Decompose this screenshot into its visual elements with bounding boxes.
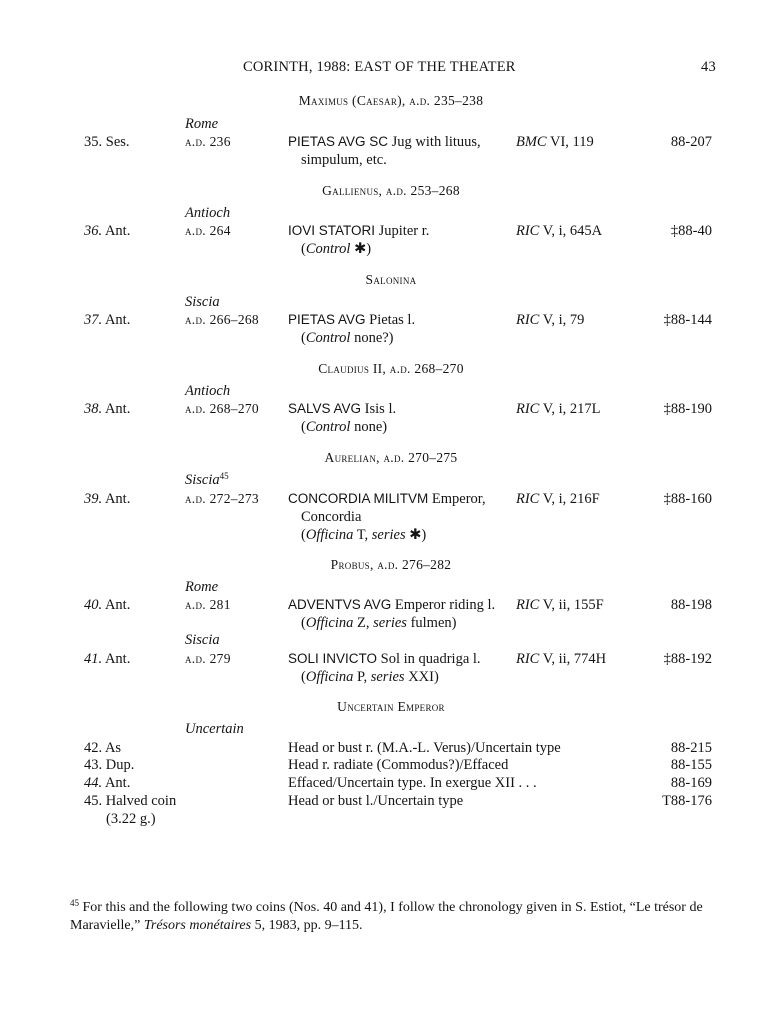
coin-legend: IOVI STATORI [288, 223, 376, 238]
mint-label: Rome [185, 579, 219, 595]
inventory-number: ‡88-40 [670, 223, 712, 239]
section-heading-maximus: Maximus (Caesar), a.d. 235–238 [298, 93, 484, 108]
coin-reference [516, 400, 600, 418]
ref-number: V, i, 217L [539, 401, 601, 417]
coin-description-cont [301, 418, 387, 436]
coin-description-cont: Concordia [301, 509, 362, 525]
inventory-number: ‡88-190 [663, 401, 712, 417]
coin-description [288, 650, 481, 668]
ref-number: V, i, 216F [539, 491, 600, 507]
mint-label: Siscia [185, 294, 220, 310]
coin-description-cont [301, 329, 394, 347]
inventory-number: ‡88-144 [663, 312, 712, 328]
paren: ( [301, 419, 306, 435]
coin-legend: PIETAS AVG SC [288, 134, 389, 149]
series-label: series [370, 669, 405, 685]
coin-date: a.d. 264 [185, 223, 231, 238]
officina-value: T, [353, 527, 372, 543]
coin-number [84, 222, 130, 240]
coin-description-cont [301, 668, 439, 686]
coin-legend: SALVS AVG [288, 401, 362, 416]
paren: ( [301, 669, 306, 685]
coin-denomination: Ant. [102, 223, 131, 239]
coin-type: Jupiter r. [375, 223, 430, 239]
coin-date: a.d. 279 [185, 651, 231, 666]
ref-number: VI, 119 [546, 134, 594, 150]
coin-reference [516, 490, 600, 508]
officina-value: P, [353, 669, 371, 685]
coin-legend: ADVENTVS AVG [288, 597, 392, 612]
footnote [70, 899, 705, 935]
control-label: Control [305, 241, 351, 257]
coin-type: Sol in quadriga l. [377, 651, 481, 667]
coin-description [288, 222, 429, 240]
coin-number-italic: 39. [84, 491, 103, 507]
section-heading-claudius: Claudius II, a.d. 268–270 [318, 361, 464, 376]
coin-description [288, 133, 481, 151]
ref-catalogue: RIC [516, 223, 540, 239]
paren: ( [301, 615, 306, 631]
coin-date: a.d. 272–273 [185, 491, 259, 506]
coin-denomination: Ant. [102, 597, 131, 613]
coin-description [288, 490, 486, 508]
officina-label: Officina [305, 669, 354, 685]
series-value: fulmen) [406, 615, 457, 631]
coin-number [84, 774, 130, 792]
inventory-number: 88-198 [670, 597, 712, 613]
coin-legend: PIETAS AVG [288, 312, 366, 327]
inventory-number: 88-155 [670, 757, 712, 773]
ref-catalogue: BMC [516, 134, 547, 150]
inventory-number: 88-215 [670, 740, 712, 756]
control-value: none?) [350, 330, 394, 346]
series-label: series [373, 615, 407, 631]
section-heading-salonina: Salonina [365, 272, 417, 287]
coin-denomination: Ant. [102, 401, 131, 417]
paren: ( [301, 330, 306, 346]
coin-denomination: Ant. [102, 312, 131, 328]
coin-description: Head or bust l./Uncertain type [288, 793, 464, 809]
footnote-marker: 45 [70, 898, 79, 908]
coin-number-italic: 41. [84, 651, 103, 667]
coin-number-italic: 44. [84, 775, 103, 791]
coin-description-cont [301, 526, 426, 544]
coin-number-italic: 40. [84, 597, 103, 613]
coin-description-cont [301, 240, 371, 258]
coin-denomination: Ant. [102, 775, 131, 791]
coin-number [84, 490, 130, 508]
control-label: Control [305, 419, 351, 435]
mint-label: Siscia [185, 632, 220, 648]
coin-date: a.d. 236 [185, 134, 231, 149]
ref-catalogue: RIC [516, 651, 540, 667]
coin-description-cont: simpulum, etc. [301, 152, 387, 168]
mint-label: Antioch [185, 383, 231, 399]
inventory-number: ‡88-160 [663, 491, 712, 507]
coin-reference [516, 222, 602, 240]
coin-type: Isis l. [361, 401, 397, 417]
coin-type: Emperor riding l. [391, 597, 496, 613]
running-title: CORINTH, 1988: EAST OF THE THEATER [243, 59, 516, 75]
coin-date: a.d. 281 [185, 597, 231, 612]
footnote-text: For this and the following two coins (Nos. 40 and 41), I follow the chronology given in S. Estiot, “Le trésor de Maravielle,” [70, 900, 703, 933]
coin-type: Jug with lituus, [388, 134, 481, 150]
section-heading-probus: Probus, a.d. 276–282 [330, 557, 452, 572]
ref-number: V, i, 645A [539, 223, 603, 239]
coin-reference [516, 596, 604, 614]
coin-description [288, 400, 396, 418]
officina-label: Officina [305, 615, 354, 631]
ref-catalogue: RIC [516, 312, 540, 328]
paren: ( [301, 241, 306, 257]
coin-number-italic: 37. [84, 312, 103, 328]
coin-description: Head r. radiate (Commodus?)/Effaced [288, 757, 509, 773]
coin-legend: SOLI INVICTO [288, 651, 378, 666]
inventory-number: 88-207 [670, 134, 712, 150]
coin-description: Head or bust r. (M.A.-L. Verus)/Uncertain type [288, 740, 561, 756]
coin-date: a.d. 268–270 [185, 401, 259, 416]
coin-reference [516, 311, 584, 329]
section-heading-aurelian: Aurelian, a.d. 270–275 [324, 450, 458, 465]
series-label: series [371, 527, 406, 543]
mint-name: Siscia [185, 472, 220, 488]
coin-number: 43. Dup. [84, 757, 135, 773]
coin-number [84, 311, 130, 329]
control-value: ✱) [350, 241, 372, 257]
coin-number-italic: 38. [84, 401, 103, 417]
coin-denomination: Ant. [102, 491, 131, 507]
coin-number [84, 650, 130, 668]
footnote-ref: 45 [219, 471, 229, 481]
coin-type: Pietas l. [365, 312, 416, 328]
coin-number-italic: 36. [84, 223, 103, 239]
control-value: none) [350, 419, 388, 435]
ref-catalogue: RIC [516, 491, 540, 507]
inventory-number: T88-176 [662, 793, 712, 809]
ref-number: V, ii, 155F [539, 597, 604, 613]
control-label: Control [305, 330, 351, 346]
coin-description [288, 311, 415, 329]
ref-number: V, ii, 774H [539, 651, 607, 667]
coin-reference [516, 133, 594, 151]
series-value: ✱) [405, 527, 427, 543]
mint-label: Rome [185, 116, 219, 132]
coin-legend: CONCORDIA MILITVM [288, 491, 429, 506]
officina-value: Z, [353, 615, 374, 631]
coin-denomination: Ant. [102, 651, 131, 667]
footnote-title: Trésors monétaires [143, 918, 252, 933]
footnote-text-end: 5, 1983, pp. 9–115. [251, 918, 363, 933]
coin-number: 45. Halved coin [84, 793, 177, 809]
mint-label: Antioch [185, 205, 231, 221]
ref-catalogue: RIC [516, 597, 540, 613]
coin-type: Emperor, [428, 491, 486, 507]
coin-number: 35. Ses. [84, 134, 130, 150]
coin-reference [516, 650, 606, 668]
coin-description-cont [301, 614, 456, 632]
coin-description [288, 596, 495, 614]
ref-catalogue: RIC [516, 401, 540, 417]
coin-number [84, 400, 130, 418]
mint-label: Uncertain [185, 721, 244, 737]
officina-label: Officina [305, 527, 354, 543]
coin-weight: (3.22 g.) [106, 811, 156, 827]
coin-date: a.d. 266–268 [185, 312, 259, 327]
mint-label [185, 471, 229, 489]
coin-description: Effaced/Uncertain type. In exergue XII . . . [288, 775, 537, 791]
section-heading-uncertain: Uncertain Emperor [337, 699, 445, 714]
ref-number: V, i, 79 [539, 312, 585, 328]
series-value: XXI) [404, 669, 439, 685]
inventory-number: ‡88-192 [663, 651, 712, 667]
coin-number [84, 596, 130, 614]
inventory-number: 88-169 [670, 775, 712, 791]
paren: ( [301, 527, 306, 543]
page-number: 43 [701, 59, 716, 75]
section-heading-gallienus: Gallienus, a.d. 253–268 [322, 183, 460, 198]
coin-number: 42. As [84, 740, 122, 756]
